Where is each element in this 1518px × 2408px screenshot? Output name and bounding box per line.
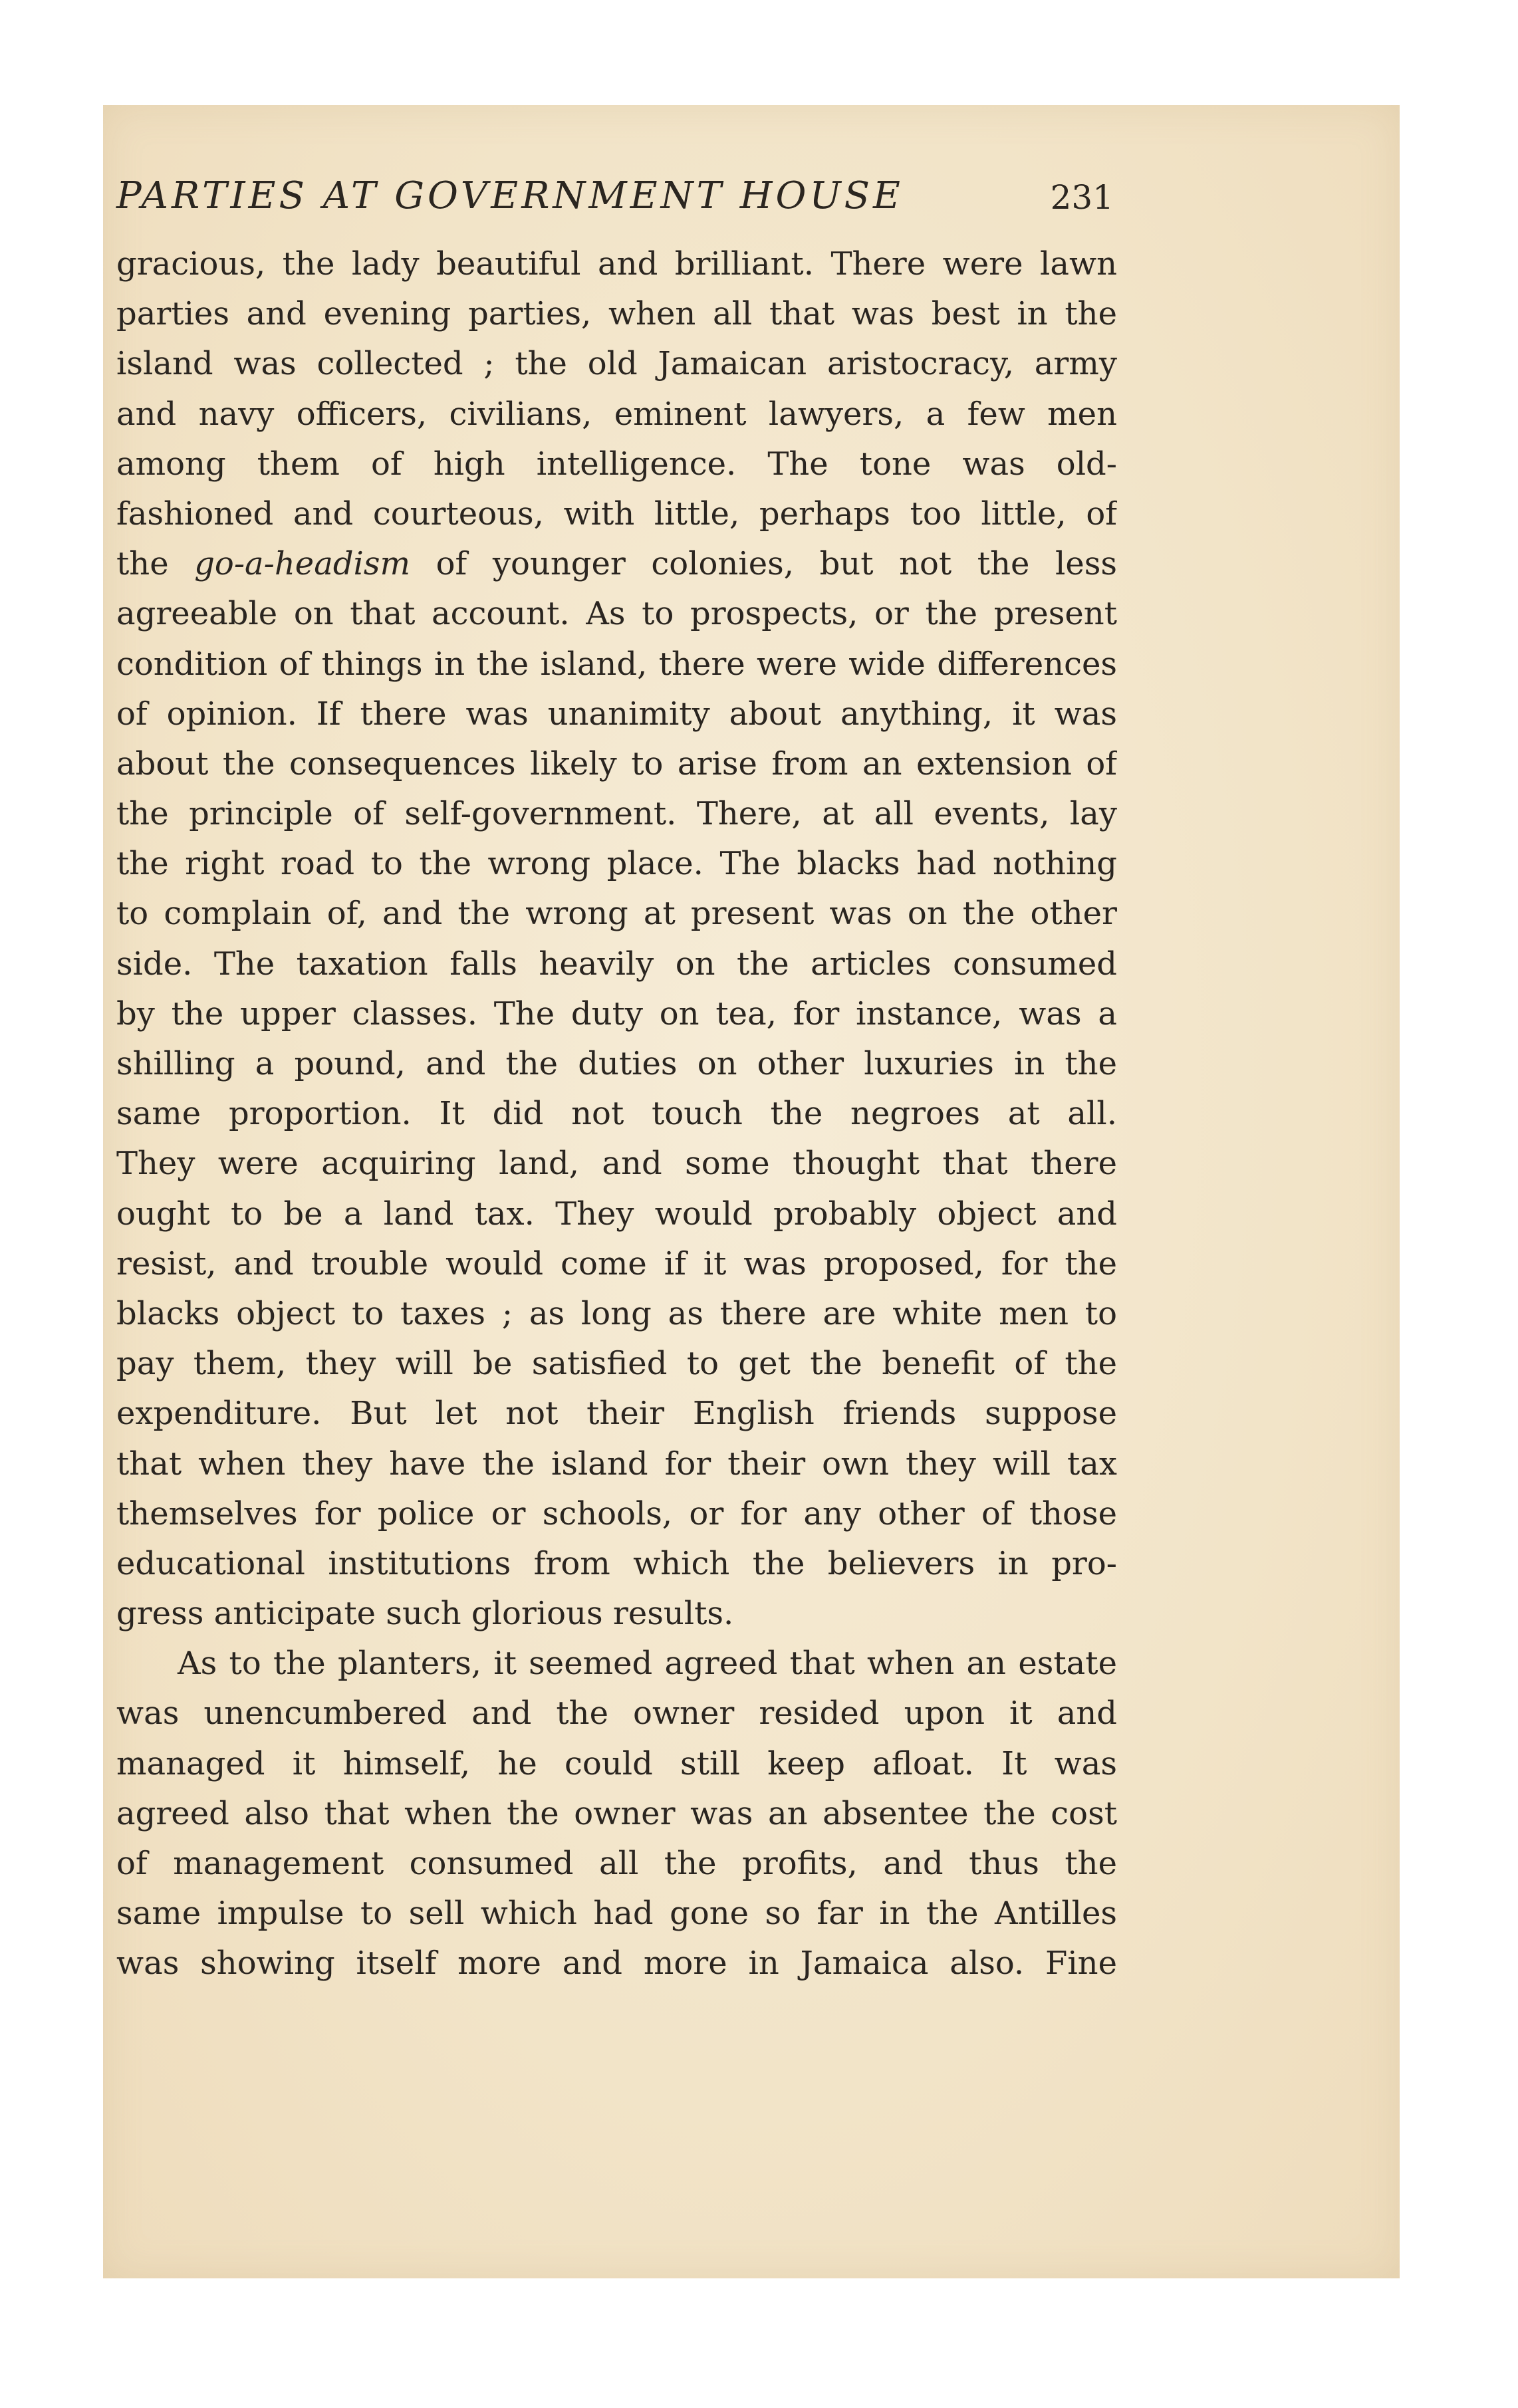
text-line: was showing itself more and more in Jamaica also. Fine [116,1945,1117,1983]
text-line: educational institutions from which the believers in pro- [116,1544,1117,1582]
text-line: gress anticipate such glorious results. [116,1595,734,1633]
text-line: parties and evening parties, when all that was best in the [116,295,1117,333]
text-line: blacks object to taxes ; as long as there are white men to [116,1294,1117,1332]
text-line: expenditure. But let not their English friends suppose [116,1395,1117,1433]
text-line [116,539,1117,589]
text-line: agreed also that when the owner was an absentee the cost [116,1794,1117,1832]
text-line: fashioned and courteous, with little, perhaps too little, of [116,495,1117,533]
text-line: agreeable on that account. As to prospects, or the present [116,595,1117,633]
text-line: of management consumed all the profits, and thus the [116,1845,1117,1882]
text-line: They were acquiring land, and some thought that there [116,1145,1117,1183]
text-line: same proportion. It did not touch the negroes at all. [116,1095,1117,1133]
text-line: As to the planters, it seemed agreed that when an estate [178,1645,1117,1683]
text-line: the right road to the wrong place. The blacks had nothing [116,845,1117,883]
body-text [116,239,1117,1989]
text-line: and navy officers, civilians, eminent lawyers, a few men [116,395,1117,433]
running-title: PARTIES AT GOVERNMENT HOUSE [116,174,904,217]
page-header [116,174,1114,227]
text-fragment: of younger colonies, but not the less [410,545,1117,583]
text-line: among them of high intelligence. The tone was old- [116,445,1117,483]
text-fragment: the [116,545,195,583]
italic-term: go-a-headism [194,545,411,583]
text-line: about the consequences likely to arise from an extension of [116,745,1117,783]
text-line: to complain of, and the wrong at present was on the other [116,895,1117,933]
text-line: side. The taxation falls heavily on the articles consumed [116,945,1117,983]
text-line: that when they have the island for their own they will tax [116,1445,1117,1483]
text-line: pay them, they will be satisfied to get the benefit of the [116,1345,1117,1383]
text-line: same impulse to sell which had gone so far in the Antilles [116,1895,1117,1933]
text-line: themselves for police or schools, or for any other of those [116,1495,1117,1532]
text-line: by the upper classes. The duty on tea, for instance, was a [116,995,1117,1032]
text-line: the principle of self-government. There, at all events, lay [116,795,1117,833]
text-line: shilling a pound, and the duties on other luxuries in the [116,1045,1117,1082]
text-line: managed it himself, he could still keep afloat. It was [116,1745,1117,1782]
text-line: island was collected ; the old Jamaican aristocracy, army [116,345,1117,383]
text-line: was unencumbered and the owner resided upon it and [116,1695,1117,1733]
text-line: of opinion. If there was unanimity about anything, it was [116,695,1117,733]
text-line: ought to be a land tax. They would probably object and [116,1195,1117,1233]
page-number: 231 [1050,178,1114,217]
text-line: gracious, the lady beautiful and brilliant. There were lawn [116,245,1117,283]
text-line: condition of things in the island, there were wide differences [116,645,1117,683]
text-line: resist, and trouble would come if it was proposed, for the [116,1245,1117,1282]
